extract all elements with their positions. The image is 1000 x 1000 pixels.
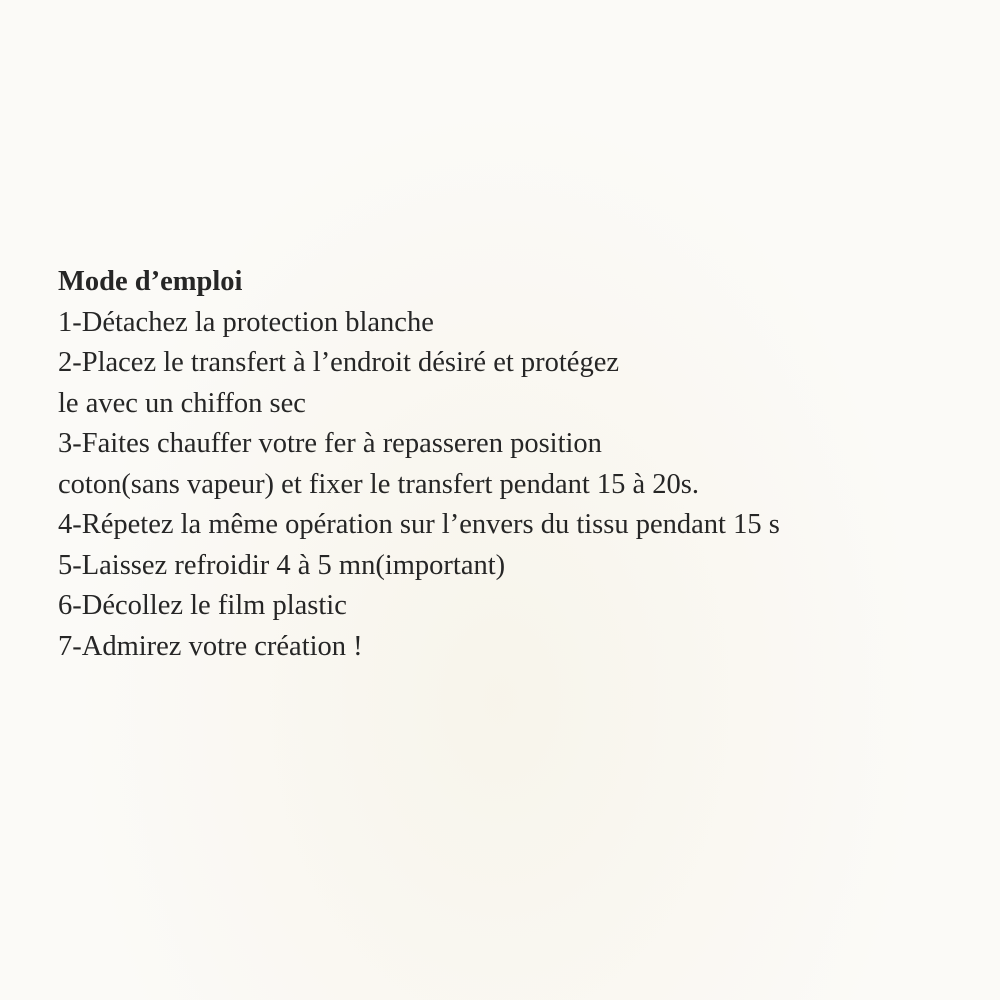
instruction-line: coton(sans vapeur) et fixer le transfert pendant 15 à 20s.: [58, 468, 700, 500]
instruction-line: 6-Décollez le film plastic: [58, 590, 347, 621]
instructions-block: [58, 262, 988, 667]
instruction-line: 3-Faites chauffer votre fer à repasseren position: [58, 428, 602, 459]
instructions-title: Mode d’emploi: [58, 266, 243, 297]
instruction-line: 2-Placez le transfert à l’endroit désiré et protégez: [58, 347, 620, 378]
instruction-line: le avec un chiffon sec: [58, 387, 306, 419]
instruction-line: 4-Répetez la même opération sur l’envers du tissu pendant 15 s: [58, 509, 780, 540]
instruction-line: 5-Laissez refroidir 4 à 5 mn(important): [58, 549, 506, 581]
instruction-line: 7-Admirez votre création !: [58, 630, 363, 662]
instruction-line: 1-Détachez la protection blanche: [58, 306, 434, 338]
